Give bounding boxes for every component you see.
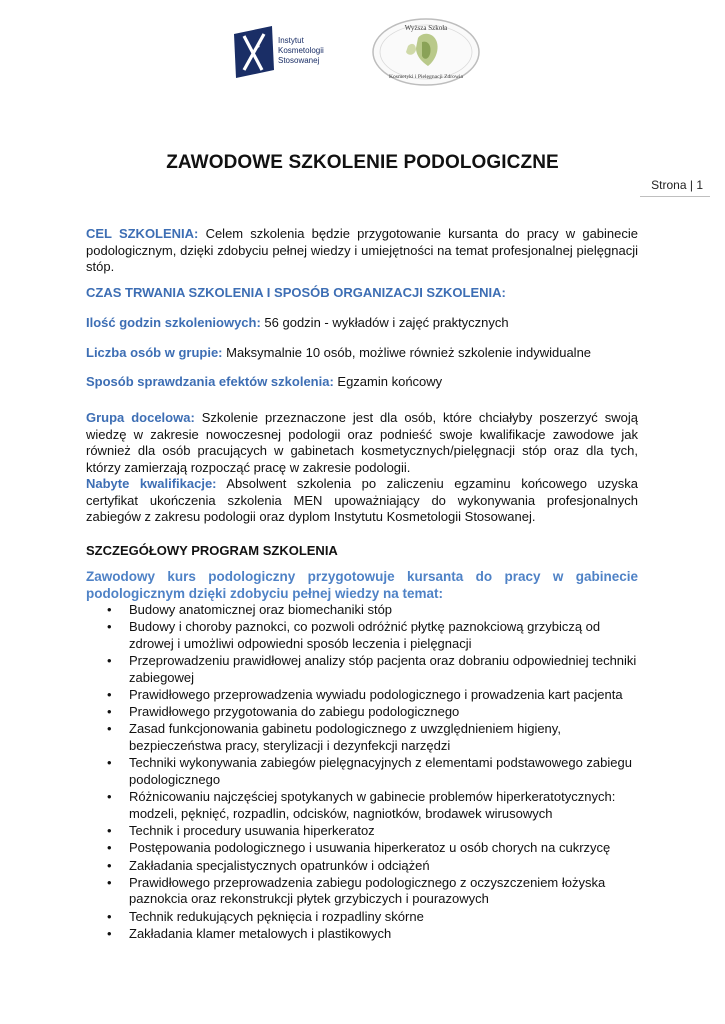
school-logo-top-text: Wyższa Szkoła xyxy=(404,24,448,32)
cel-paragraph xyxy=(86,226,638,276)
logo-word-3: Stosowanej xyxy=(278,56,320,65)
bullet-icon: • xyxy=(107,789,112,805)
list-item xyxy=(86,789,638,822)
program-bullet-list xyxy=(86,602,638,943)
institute-logo-mark-icon xyxy=(232,26,276,78)
list-item xyxy=(86,858,638,875)
bullet-icon: • xyxy=(107,619,112,635)
page-number: Strona | 1 xyxy=(651,178,703,192)
cel-text: Celem szkolenia będzie przygotowanie kursanta do pracy w gabinecie podologicznym, dzięki zdobyciu pełnej wiedzy i umiejętności na temat profesjonalnej pielęgnacji stóp. xyxy=(86,226,638,274)
logo-word-2: Kosmetologii xyxy=(278,46,324,55)
list-item xyxy=(86,687,638,704)
list-item xyxy=(86,840,638,857)
list-item-text: Technik i procedury usuwania hiperkeratoz xyxy=(129,823,375,839)
godziny-label: Ilość godzin szkoleniowych: xyxy=(86,315,261,330)
list-item xyxy=(86,619,638,652)
bullet-icon: • xyxy=(107,857,112,873)
logo-word-1: Instytut xyxy=(278,36,304,45)
program-heading: SZCZEGÓŁOWY PROGRAM SZKOLENIA xyxy=(86,543,338,558)
list-item-text: Zasad funkcjonowania gabinetu podologicznego z uwzględnieniem higieny, bezpieczeństwa pracy, sterylizacji i dezynfekcji narzędzi xyxy=(129,721,561,754)
list-item-text: Różnicowaniu najczęściej spotykanych w gabinecie problemów hiperkeratotycznych: modzeli, pęknięć, rozpadlin, odcisków, nagniotków, brodawek wirusowych xyxy=(129,789,616,821)
list-item-text: Technik redukujących pęknięcia i rozpadliny skórne xyxy=(129,908,424,924)
institute-logo xyxy=(232,24,338,80)
kwalifikacje-text: Absolwent szkolenia po zaliczeniu egzaminu końcowego uzyska certyfikat ukończenia szkolenia MEN upoważniający do wykonywania profesjonalnych zabiegów z zakresu podologii oraz dyplom Instytutu Kosmetologii Stosowanej. xyxy=(86,476,638,524)
bullet-icon: • xyxy=(107,925,112,941)
list-item-text: Budowy anatomicznej oraz biomechaniki stóp xyxy=(129,602,393,617)
bullet-icon: • xyxy=(107,704,112,720)
czas-heading: CZAS TRWANIA SZKOLENIA I SPOSÓB ORGANIZACJI SZKOLENIA: xyxy=(86,285,506,300)
bullet-icon: • xyxy=(107,653,112,669)
bullet-icon: • xyxy=(107,721,112,737)
bullet-icon: • xyxy=(107,755,112,771)
list-item xyxy=(86,823,638,840)
kwalifikacje-paragraph xyxy=(86,476,638,526)
list-item xyxy=(86,755,638,788)
godziny-text: 56 godzin - wykładów i zajęć praktycznych xyxy=(260,315,509,330)
list-item-text: Budowy i choroby paznokci, co pozwoli odróżnić płytkę paznokciową grzybiczą od zdrowej i umożliwi odpowiedni sposób leczenia i pielęgnacji xyxy=(129,619,601,651)
sprawdzanie-line xyxy=(86,374,638,391)
bullet-icon: • xyxy=(107,840,112,856)
kurs-intro: Zawodowy kurs podologiczny przygotowuje kursanta do pracy w gabinecie podologicznym dzięki zdobyciu pełnej wiedzy na temat: xyxy=(86,569,638,601)
page-number-rule xyxy=(640,196,710,197)
institute-logo-text xyxy=(278,36,324,66)
sprawdzanie-label: Sposób sprawdzania efektów szkolenia: xyxy=(86,374,334,389)
school-logo-emblem-icon xyxy=(370,16,482,88)
osoby-text: Maksymalnie 10 osób, możliwe również szkolenie indywidualne xyxy=(222,345,592,360)
cel-label: CEL SZKOLENIA: xyxy=(86,226,199,241)
bullet-icon: • xyxy=(107,687,112,703)
program-list-container xyxy=(86,602,638,943)
list-item xyxy=(86,721,638,754)
bullet-icon: • xyxy=(107,823,112,839)
grupa-label: Grupa docelowa: xyxy=(86,410,195,425)
list-item xyxy=(86,602,638,619)
page-title: ZAWODOWE SZKOLENIE PODOLOGICZNE xyxy=(166,152,559,173)
grupa-text: Szkolenie przeznaczone jest dla osób, które chciałyby poszerzyć swoją wiedzę w zakresie nowoczesnej podologii oraz podnieść swoje kwalifikacje zawodowe jak również dla osób pracujących w gabinetach kosmetycznych/pielęgnacji stóp oraz dla tych, którzy zamierzają rozpocząć pracę w zakresie podologii. xyxy=(86,410,638,475)
bullet-icon: • xyxy=(107,874,112,890)
list-item xyxy=(86,653,638,686)
list-item xyxy=(86,926,638,943)
list-item-text: Zakładania specjalistycznych opatrunków i odciążeń xyxy=(129,857,430,873)
list-item-text: Zakładania klamer metalowych i plastikowych xyxy=(129,925,392,941)
osoby-label: Liczba osób w grupie: xyxy=(86,345,223,360)
list-item-text: Przeprowadzeniu prawidłowej analizy stóp pacjenta oraz dobraniu odpowiedniej techniki zabiegowej xyxy=(129,653,637,685)
kwalifikacje-label: Nabyte kwalifikacje: xyxy=(86,476,217,491)
list-item-text: Prawidłowego przygotowania do zabiegu podologicznego xyxy=(129,704,460,720)
bullet-icon: • xyxy=(107,908,112,924)
list-item-text: Techniki wykonywania zabiegów pielęgnacyjnych z elementami podstawowego zabiegu podologicznego xyxy=(129,755,632,788)
godziny-line xyxy=(86,315,638,332)
list-item xyxy=(86,875,638,908)
list-item-text: Prawidłowego przeprowadzenia zabiegu podologicznego z oczyszczeniem łożyska paznokcia oraz rekonstrukcji płytek grzybiczych i pourazowych xyxy=(129,874,606,907)
list-item-text: Prawidłowego przeprowadzenia wywiadu podologicznego i prowadzenia kart pacjenta xyxy=(129,687,623,703)
bullet-icon: • xyxy=(107,602,112,617)
list-item xyxy=(86,909,638,926)
list-item-text: Postępowania podologicznego i usuwania hiperkeratoz u osób chorych na cukrzycę xyxy=(129,840,611,856)
grupa-paragraph xyxy=(86,410,638,476)
school-logo-bottom-text: Kosmetyki i Pielęgnacji Zdrowia xyxy=(388,74,464,80)
sprawdzanie-text: Egzamin końcowy xyxy=(333,374,443,389)
osoby-line xyxy=(86,345,638,362)
list-item xyxy=(86,704,638,721)
